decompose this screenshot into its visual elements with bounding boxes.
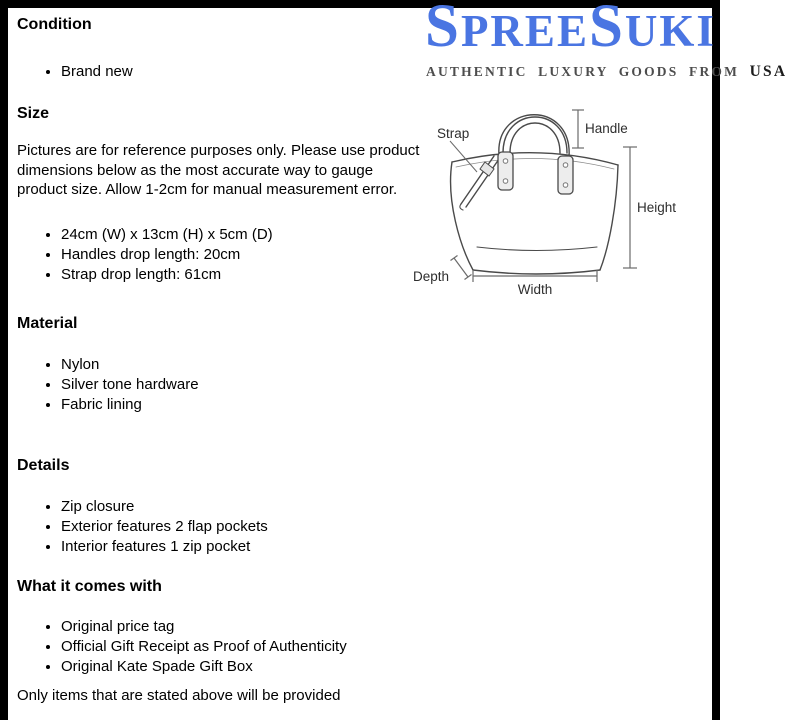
strap-pointer-line [450,141,477,172]
bag-base-band [477,247,597,251]
spreesuki-logo [425,0,787,100]
section-details [17,456,420,557]
list-item: • Fabric lining [61,395,420,415]
list-item: • Original Kate Spade Gift Box [61,657,420,677]
material-list [17,355,420,415]
size-heading: Size [17,105,50,122]
logo-letter: S [425,0,461,60]
logo-tagline-main: AUTHENTIC LUXURY GOODS FROM [426,64,740,79]
strap-label: Strap [437,126,470,141]
section-condition [17,15,420,82]
list-item: • Original price tag [61,617,420,637]
listing-description-page [8,0,787,714]
logo-letters: UKI [624,6,716,56]
size-list [17,225,420,285]
list-item: • Exterior features 2 flap pockets [61,517,420,537]
frame-border-left [0,0,8,720]
description-text-column [17,8,420,705]
logo-tagline-accent: USA [749,63,787,80]
logo-brand-text [425,0,716,60]
bag-strap-tip [460,204,463,210]
section-size [17,104,420,285]
bag-size-diagram [410,100,712,315]
size-disclaimer-paragraph: Pictures are for reference purposes only. Please use product dimensions below as the most accurate way to gauge product size. Allow 1-2cm for manual measurement error. [17,142,420,198]
bag-near-handle-inner [510,123,560,153]
what-it-comes-with-heading: What it comes with [17,577,162,595]
details-heading: Details [17,456,70,474]
section-what-it-comes-with [17,577,420,677]
bag-right-tab [558,156,573,194]
list-item: • 24cm (W) x 13cm (H) x 5cm (D) [61,225,420,245]
list-item: • Silver tone hardware [61,375,420,395]
logo-letters: PREE [460,6,589,56]
list-item: • Official Gift Receipt as Proof of Authenticity [61,637,420,657]
bag-outline [451,115,618,274]
bag-opening-line [456,158,614,169]
material-heading: Material [17,314,78,332]
bag-right-edge [600,165,618,270]
bag-bottom-edge [473,270,600,274]
handle-label: Handle [585,121,628,136]
frame-border-right [712,0,720,720]
condition-heading: Condition [17,16,92,33]
height-label: Height [637,200,677,215]
list-item: • Strap drop length: 61cm [61,265,420,285]
list-item: • Handles drop length: 20cm [61,245,420,265]
what-it-comes-with-list [17,617,420,677]
logo-tagline [426,63,787,81]
list-item: • Zip closure [61,497,420,517]
section-material [17,314,420,415]
depth-measure-line [454,258,468,277]
depth-label: Depth [413,269,450,284]
details-list [17,497,420,557]
list-item: • Interior features 1 zip pocket [61,537,420,557]
bag-left-edge [451,162,473,270]
list-item: • Brand new [61,62,420,82]
condition-list [17,62,420,82]
list-item: • Nylon [61,355,420,375]
footer-note-partial: Only items that are stated above will be provided [17,686,341,704]
logo-letter: S [588,0,625,60]
bag-left-tab [498,152,513,190]
width-label: Width [517,282,553,297]
